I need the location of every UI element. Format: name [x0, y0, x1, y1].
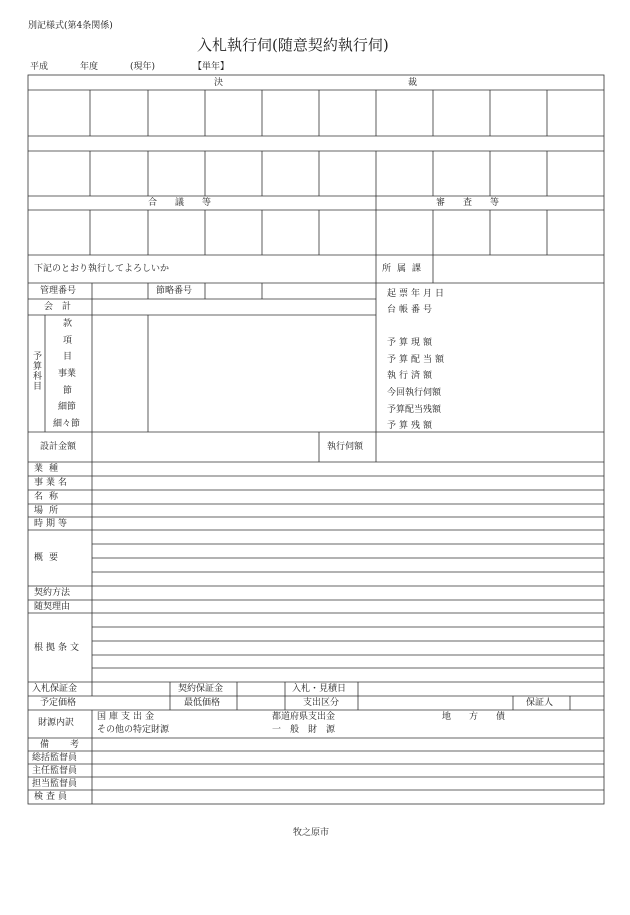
- right-item: 予算現額: [387, 338, 436, 348]
- management-no-label: 管理番号: [40, 286, 77, 296]
- right-item: 予算配当残額: [387, 405, 442, 415]
- basis-label: 根拠条文: [34, 643, 83, 653]
- fiscal-year-label: 年度: [80, 62, 99, 72]
- inspector-label: 検査員: [34, 792, 71, 802]
- budget-subject-label: 予算科目: [33, 352, 43, 392]
- national-funds: 国庫支出金: [97, 712, 158, 722]
- right-item: 予算残額: [387, 421, 436, 431]
- right-item: 台帳番号: [387, 305, 436, 315]
- right-item: 執行済額: [387, 371, 436, 381]
- form-number: 別記様式(第4条関係): [28, 21, 113, 31]
- design-amount-label: 設計金額: [40, 442, 77, 452]
- period-label: 時期等: [34, 519, 71, 529]
- planned-price-label: 予定価格: [40, 698, 77, 708]
- page-title: 入札執行伺(随意契約執行伺): [197, 36, 389, 54]
- overview-label: 概要: [34, 553, 65, 563]
- subject-item: 目: [63, 352, 73, 362]
- expenditure-class-label: 支出区分: [303, 698, 340, 708]
- prefectural-funds: 都道府県支出金: [272, 712, 336, 722]
- chief-supervisor-label: 総括監督員: [32, 753, 78, 763]
- funding-label: 財源内訳: [38, 718, 75, 728]
- remarks-label: 備 考: [40, 740, 86, 750]
- era-label: 平成: [30, 62, 49, 72]
- bid-deposit-label: 入札保証金: [32, 684, 78, 694]
- subject-item: 項: [63, 336, 73, 346]
- project-name-label: 事業名: [34, 478, 71, 488]
- decision-right: 裁: [408, 78, 418, 88]
- subject-item: 細節: [58, 402, 77, 412]
- location-label: 場所: [34, 506, 65, 516]
- subject-item: 款: [63, 319, 73, 329]
- reason-label: 随契理由: [34, 602, 71, 612]
- department-label: 所属課: [382, 264, 428, 274]
- other-specific-funds: その他の特定財源: [97, 725, 170, 735]
- name-label: 名称: [34, 492, 65, 502]
- supervisor-label: 担当監督員: [32, 779, 78, 789]
- current-year-label: (現年): [130, 62, 156, 72]
- city-name: 牧之原市: [293, 828, 330, 838]
- lead-supervisor-label: 主任監督員: [32, 766, 78, 776]
- right-item: 起票年月日: [387, 289, 448, 299]
- min-price-label: 最低価格: [184, 698, 221, 708]
- contract-method-label: 契約方法: [34, 588, 71, 598]
- council-label: 合 議 等: [148, 198, 212, 208]
- contract-deposit-label: 契約保証金: [178, 684, 224, 694]
- request-statement: 下記のとおり執行してよろしいか: [34, 264, 170, 274]
- local-bonds: 地 方 債: [442, 712, 506, 722]
- subject-item: 事業: [58, 369, 77, 379]
- execution-amount-label: 執行伺額: [327, 442, 364, 452]
- review-label: 審 査 等: [436, 198, 500, 208]
- account-label: 会 計: [44, 302, 72, 312]
- right-item: 予算配当額: [387, 355, 448, 365]
- guarantor-label: 保証人: [526, 698, 554, 708]
- right-item: 今回執行伺額: [387, 388, 442, 398]
- single-year-label: 【単年】: [193, 62, 230, 72]
- subject-item: 節: [63, 386, 73, 396]
- subject-item: 細々節: [53, 419, 81, 429]
- business-type-label: 業種: [34, 464, 65, 474]
- general-funds: 一 般 財 源: [272, 725, 336, 735]
- bid-estimate-label: 入札・見積日: [292, 684, 347, 694]
- decision-left: 決: [214, 78, 224, 88]
- abbrev-no-label: 節略番号: [156, 286, 193, 296]
